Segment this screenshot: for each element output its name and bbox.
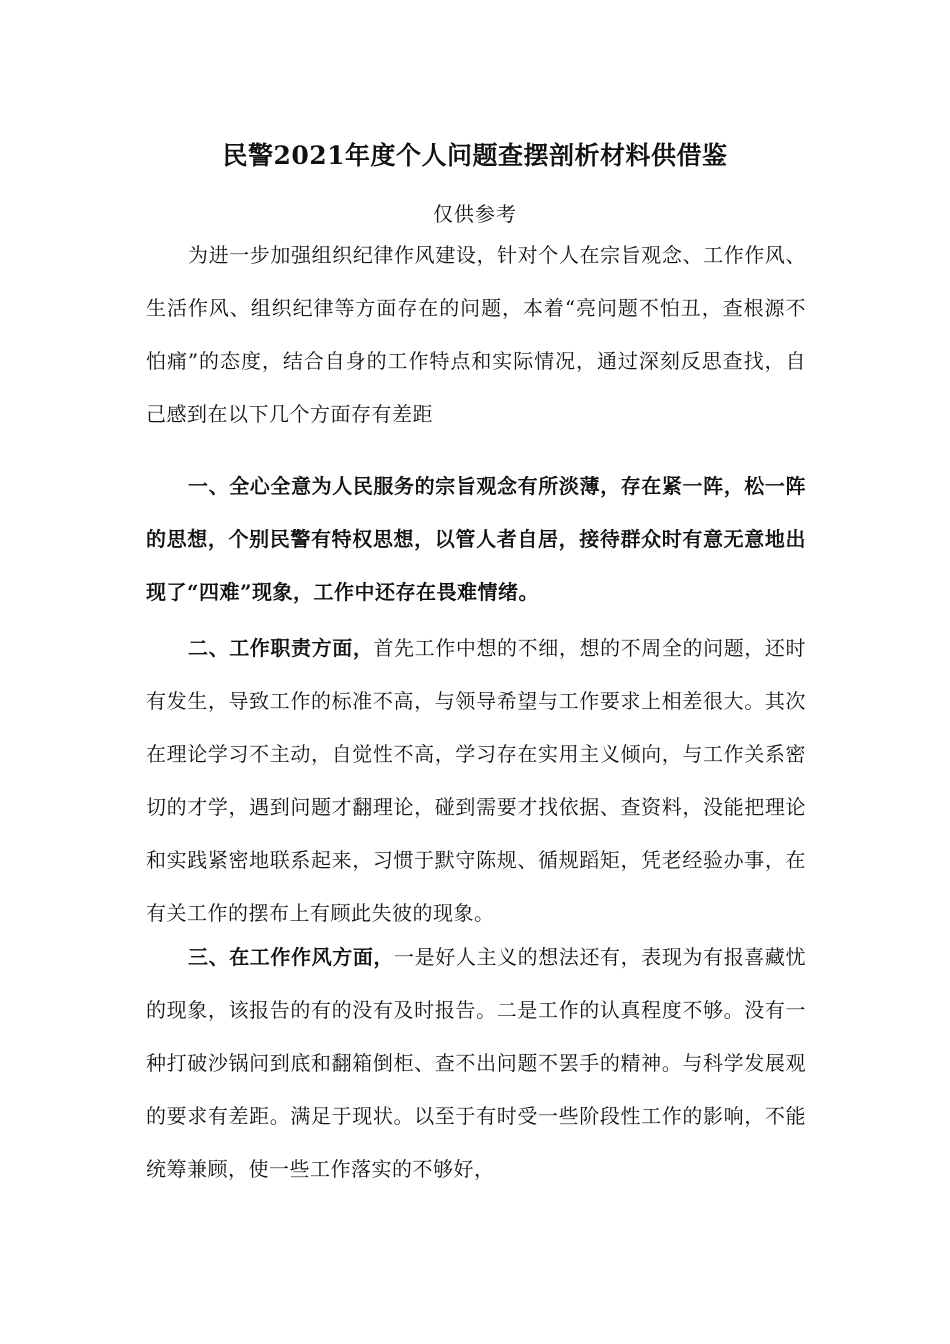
paragraph-section-1 bbox=[146, 460, 806, 619]
document-title: 民警2021年度个人问题查摆剖析材料供借鉴 bbox=[222, 141, 728, 170]
paragraph-section-2 bbox=[146, 622, 806, 940]
paragraph-section-3 bbox=[146, 931, 806, 1196]
paragraph-lead: 二、工作职责方面， bbox=[188, 636, 374, 660]
paragraph-text: 一是好人主义的想法还有，表现为有报喜藏忧的现象，该报告的有的没有及时报告。二是工作的认真程度不够。没有一种打破沙锅问到底和翻箱倒柜、查不出问题不罢手的精神。与科学发展观的要求有差距。满足于现状。以至于有时受一些阶段性工作的影响，不能统筹兼顾，使一些工作落实的不够好， bbox=[146, 945, 807, 1181]
paragraph-text: 首先工作中想的不细，想的不周全的问题，还时有发生，导致工作的标准不高，与领导希望与工作要求上相差很大。其次在理论学习不主动，自觉性不高，学习存在实用主义倾向，与工作关系密切的才学，遇到问题才翻理论，碰到需要才找依据、查资料，没能把理论和实践紧密地联系起来，习惯于默守陈规、循规蹈矩，凭老经验办事，在有关工作的摆布上有顾此失彼的现象。 bbox=[146, 636, 807, 925]
paragraph-lead: 三、在工作作风方面， bbox=[188, 945, 395, 969]
paragraph-lead: 一、全心全意为人民服务的宗旨观念有所淡薄，存在紧一阵，松一阵的思想，个别民警有特权思想，以管人者自居，接待群众时有意无意地出现了“四难”现象，工作中还存在畏难情绪。 bbox=[146, 474, 806, 604]
document-subtitle: 仅供参考 bbox=[433, 202, 517, 226]
paragraph-intro bbox=[146, 229, 806, 441]
paragraph-text: 为进一步加强组织纪律作风建设，针对个人在宗旨观念、工作作风、生活作风、组织纪律等方面存在的问题，本着“亮问题不怕丑，查根源不怕痛”的态度，结合自身的工作特点和实际情况，通过深刻反思查找，自己感到在以下几个方面存有差距 bbox=[146, 243, 806, 426]
